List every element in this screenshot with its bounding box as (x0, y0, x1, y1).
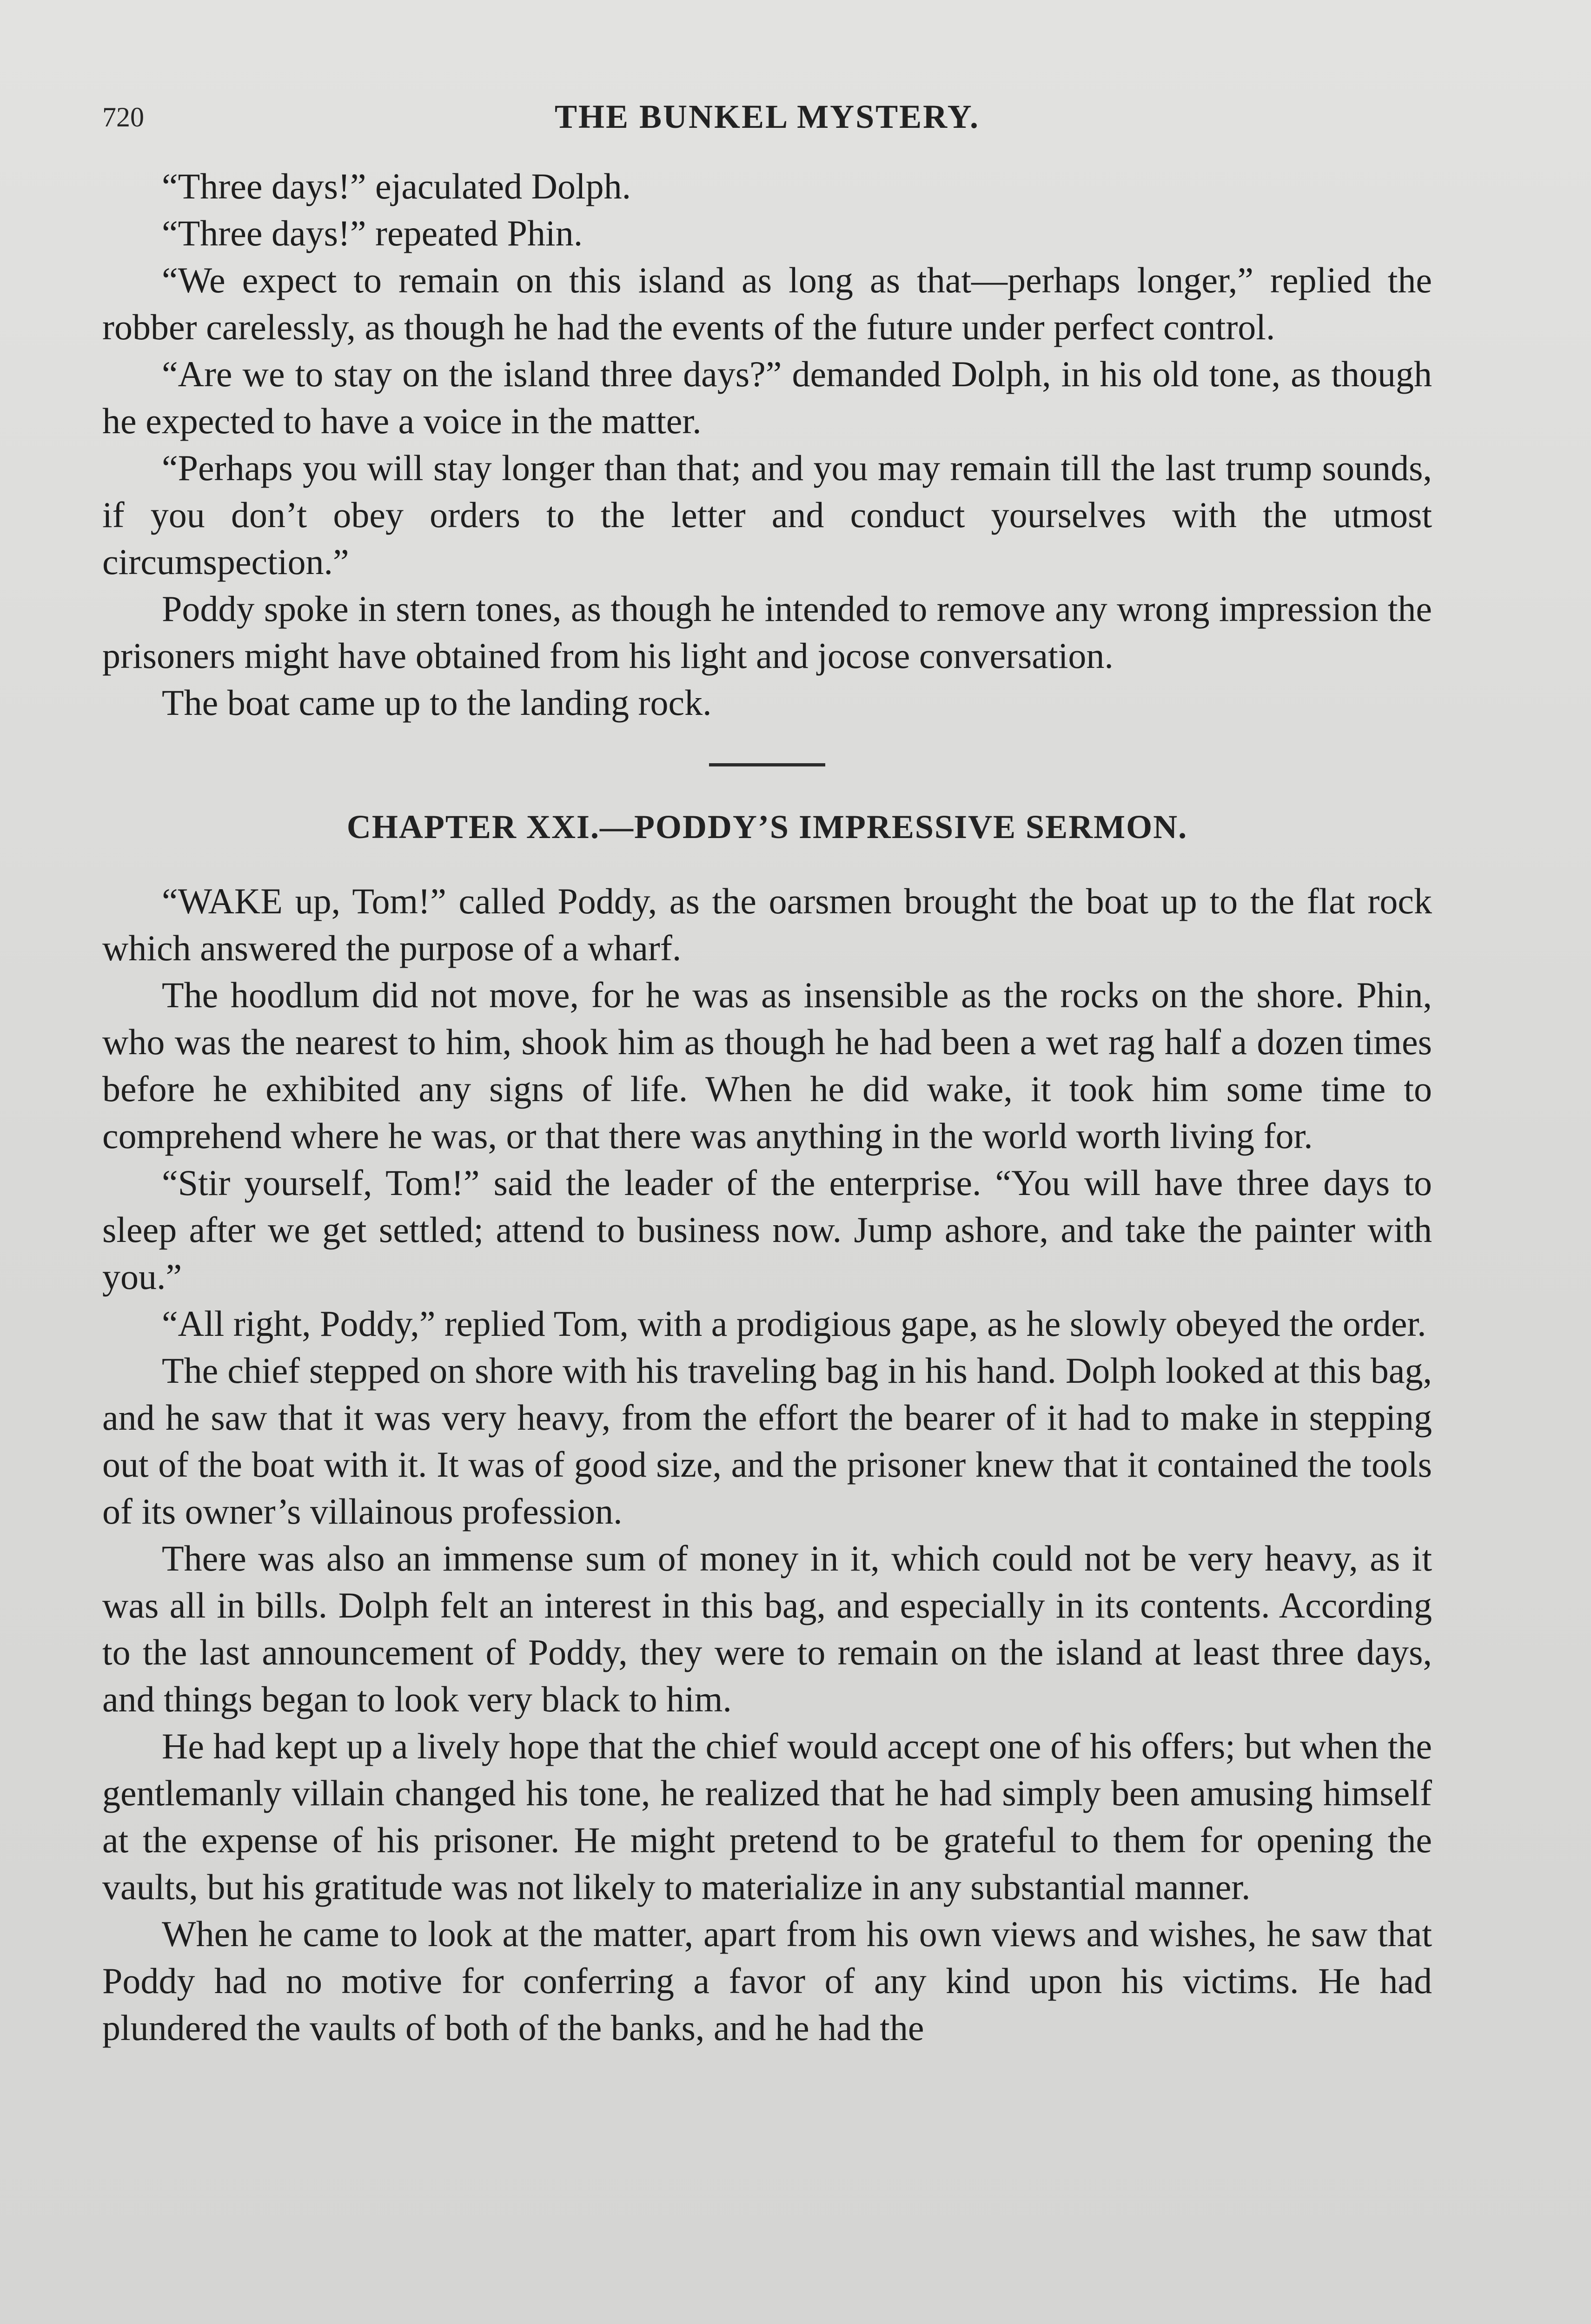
paragraph: The boat came up to the landing rock. (162, 682, 712, 723)
paragraph: “Three days!” ejaculated Dolph. (162, 166, 631, 206)
paragraph: Poddy spoke in stern tones, as though he intended to remove any wrong impression the prisoners might have obtained from his light and jocose conversation. (102, 588, 1432, 676)
paragraph: “WAKE up, Tom!” called Poddy, as the oarsmen brought the boat up to the flat rock which answered the purpose of a wharf. (102, 881, 1432, 968)
page-number: 720 (102, 102, 144, 132)
running-title: THE BUNKEL MYSTERY. (554, 98, 980, 135)
paragraph: “Are we to stay on the island three days?” demanded Dolph, in his old tone, as though he expected to have a voice in the matter. (102, 354, 1432, 441)
paragraph: When he came to look at the matter, apart from his own views and wishes, he saw that Poddy had no motive for conferring a favor of any kind upon his victims. He had plundered the vaults of both of the banks, and he had the (102, 1914, 1432, 2048)
paragraph: The chief stepped on shore with his traveling bag in his hand. Dolph looked at this bag, and he saw that it was very heavy, from the effort the bearer of it had to make in stepping out of the boat with it. It was of good size, and the prisoner knew that it contained the tools of its owner’s villainous profession. (102, 1350, 1432, 1532)
paragraph: The hoodlum did not move, for he was as insensible as the rocks on the shore. Phin, who was the nearest to him, shook him as though he had been a wet rag half a dozen times before he exhibited any signs of life. When he did wake, it took him some time to comprehend where he was, or that there was anything in the world worth living for. (102, 975, 1432, 1156)
paragraph: “Three days!” repeated Phin. (162, 213, 583, 253)
paragraph: “Perhaps you will stay longer than that; and you may remain till the last trump sounds, if you don’t obey orders to the letter and conduct yourselves with the utmost circumspection.” (102, 448, 1432, 582)
chapter-heading: CHAPTER XXI.—PODDY’S IMPRESSIVE SERMON. (346, 808, 1188, 845)
paragraph: There was also an immense sum of money in it, which could not be very heavy, as it was all in bills. Dolph felt an interest in this bag, and especially in its contents. According to the last announcement of Poddy, they were to remain on the island at least three days, and things began to look very black to him. (102, 1538, 1432, 1719)
paragraph: “Stir yourself, Tom!” said the leader of the enterprise. “You will have three days to sleep after we get settled; attend to business now. Jump ashore, and take the painter with you.” (102, 1162, 1432, 1297)
paragraph: “We expect to remain on this island as long as that—perhaps longer,” replied the robber carelessly, as though he had the events of the future under perfect control. (102, 260, 1432, 347)
paragraph: He had kept up a lively hope that the chief would accept one of his offers; but when the gentlemanly villain changed his tone, he realized that he had simply been amusing himself at the expense of his prisoner. He might pretend to be grateful to them for opening the vaults, but his gratitude was not likely to materialize in any substantial manner. (102, 1726, 1432, 1907)
page-header (102, 88, 1432, 144)
page-body (102, 163, 1432, 2051)
paragraph: “All right, Poddy,” replied Tom, with a prodigious gape, as he slowly obeyed the order. (162, 1303, 1426, 1344)
section-divider (709, 763, 825, 766)
